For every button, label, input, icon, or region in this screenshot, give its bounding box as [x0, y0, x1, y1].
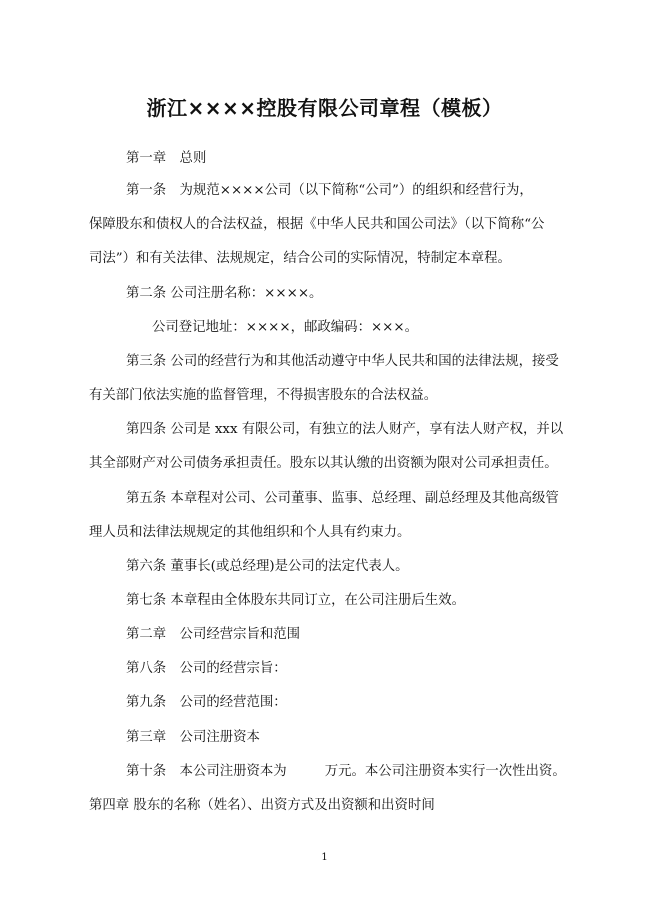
chapter-2-heading: 第二章 公司经营宗旨和范围	[126, 627, 301, 642]
article-3-line-2: 有关部门依法实施的监督管理，不得损害股东的合法权益。	[89, 388, 438, 403]
article-6: 第六条 董事长(或总经理)是公司的法定代表人。	[126, 559, 409, 574]
article-10	[126, 763, 566, 781]
article-4-line-2: 其全部财产对公司债务承担责任。股东以其认缴的出资额为限对公司承担责任。	[89, 456, 558, 471]
chapter-3-heading: 第三章 公司注册资本	[126, 730, 260, 745]
article-9: 第九条 公司的经营范围：	[126, 695, 287, 710]
article-2-line-1: 第二条 公司注册名称：××××。	[126, 286, 323, 301]
article-1-line-3: 司法”）和有关法律、法规规定，结合公司的实际情况，特制定本章程。	[89, 251, 511, 266]
article-1-line-1: 第一条 为规范××××公司（以下简称“公司”）的组织和经营行为，	[126, 183, 533, 198]
article-3-line-1: 第三条 公司的经营行为和其他活动遵守中华人民共和国的法律法规，接受	[126, 354, 559, 369]
article-2-line-2: 公司登记地址：××××，邮政编码：×××。	[152, 320, 419, 335]
article-10-prefix: 第十条 本公司注册资本为	[126, 764, 287, 779]
article-1-line-2: 保障股东和债权人的合法权益，根据《中华人民共和国公司法》（以下简称“公	[89, 217, 545, 232]
article-5-line-2: 理人员和法律法规规定的其他组织和个人具有约束力。	[89, 525, 411, 540]
article-5-line-1: 第五条 本章程对公司、公司董事、监事、总经理、副总经理及其他高级管	[126, 491, 559, 506]
article-8: 第八条 公司的经营宗旨：	[126, 661, 287, 676]
article-10-suffix: 万元。本公司注册资本实行一次性出资。	[324, 764, 566, 779]
document-title: 浙江××××控股有限公司章程（模板）	[146, 96, 503, 120]
chapter-4-heading: 第四章 股东的名称（姓名）、出资方式及出资额和出资时间	[89, 798, 435, 813]
page-number: 1	[321, 852, 328, 863]
article-4-line-1: 第四条 公司是 xxx 有限公司，有独立的法人财产，享有法人财产权，并以	[126, 422, 564, 437]
article-7: 第七条 本章程由全体股东共同订立，在公司注册后生效。	[126, 593, 466, 608]
chapter-1-heading: 第一章 总则	[126, 151, 207, 166]
